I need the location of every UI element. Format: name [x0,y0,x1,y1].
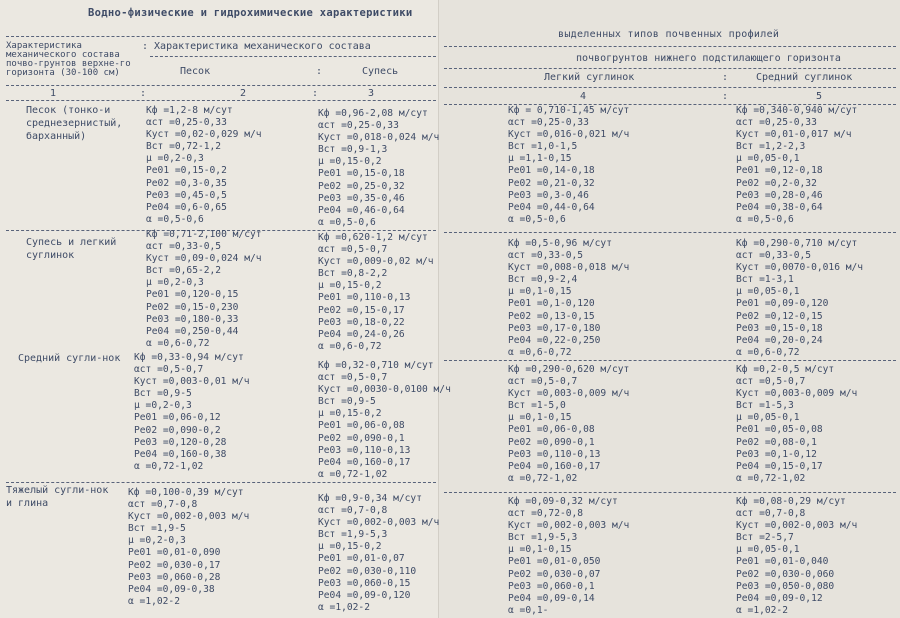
param-line: Pe03 =0,17-0,180 [508,322,601,334]
header-col3: Супесь [362,66,399,77]
param-line: αст =0,25-0,33 [146,117,227,129]
header-sep-right: : [722,72,729,83]
param-line: Pe04 =0,24-0,26 [318,328,405,340]
param-block-r3c2 [134,352,250,473]
param-line: Pe04 =0,160-0,17 [508,460,601,472]
header-col-group: : Характеристика механического состава [142,41,371,52]
param-line: Куст =0,003-0,009 м/ч [508,388,630,400]
param-line: αст =0,7-0,8 [318,505,388,517]
param-block-r1c2 [146,105,262,226]
param-line: Pe03 =0,050-0,080 [736,580,835,592]
param-line: Pe03 =0,15-0,18 [736,322,823,334]
param-block-r4c4 [508,496,629,617]
param-line: Pe01 =0,01-0,090 [128,547,221,559]
param-line: Куст =0,018-0,024 м/ч [318,132,440,144]
param-line: Кф =0,96-2,08 м/сут [318,108,428,119]
param-line: Вст =0,9-1,3 [318,144,388,156]
param-line: Pe02 =0,030-0,17 [128,559,221,571]
param-block-r2c3 [318,232,434,353]
param-line: Вст =0,9-5 [134,388,192,400]
param-line: Куст =0,002-0,003 м/ч [736,520,858,532]
param-line: α =0,6-0,72 [736,346,800,358]
param-line: Куст =0,008-0,018 м/ч [508,262,630,274]
param-line: Куст =0,09-0,024 м/ч [146,253,262,265]
param-line: Кф =0,340-0,940 м/сут [736,105,858,116]
param-line: Pe04 =0,46-0,64 [318,204,405,216]
param-line: Вст =2-5,7 [736,532,794,544]
param-line: αст =0,7-0,8 [736,508,806,520]
header-sep: : [316,66,323,77]
param-line: Pe03 =0,1-0,12 [736,448,817,460]
param-line: Pe02 =0,15-0,17 [318,304,405,316]
param-block-r3c4 [508,364,629,485]
param-line: Pe03 =0,110-0,13 [508,448,601,460]
param-line: Pe03 =0,18-0,22 [318,316,405,328]
param-line: Вст =1,9-5,3 [318,529,388,541]
row-rule-1-right [444,232,896,233]
param-line: Pe03 =0,28-0,46 [736,189,823,201]
param-line: Pe03 =0,060-0,1 [508,580,595,592]
param-line: Кф =0,71-2,100 м/сут [146,229,262,240]
colnum-bottom-rule-left [6,100,436,101]
row-label-sandy-loam: Супесь и легкий суглинок [26,237,117,261]
param-line: Pe02 =0,13-0,15 [508,310,595,322]
param-line: Кф =0,290-0,620 м/сут [508,364,630,375]
param-line: Pe02 =0,030-0,110 [318,565,417,577]
param-line: Вст =1-3,1 [736,274,794,286]
header-group-rule-left [150,56,436,57]
param-line: μ =0,05-0,1 [736,153,800,165]
row-label-sand: Песок (тонко-и среднезернистый, барханный) [26,105,123,142]
param-line: Кф =0,100-0,39 м/сут [128,487,244,498]
param-line: Вст =1,2-2,3 [736,141,806,153]
col-number-sep-1: : [140,88,147,99]
row-label-medium-loam: Средний сугли-нок [18,353,121,364]
param-line: Pe02 =0,030-0,060 [736,568,835,580]
param-line: Кф =0,32-0,710 м/сут [318,360,434,371]
colnum-top-rule-right [444,87,896,88]
col-number-3: 3 [368,88,375,99]
param-line: Pe03 =0,060-0,15 [318,577,411,589]
param-line: Вст =0,65-2,2 [146,265,222,277]
header-right-group: почвогрунтов нижнего подстилающего горизонта [576,53,841,64]
param-line: Pe02 =0,15-0,230 [146,301,239,313]
param-line: μ =0,15-0,2 [318,541,382,553]
param-line: α =0,6-0,72 [318,340,382,352]
param-line: αст =0,5-0,7 [134,364,204,376]
left-page-title: Водно-физические и гидрохимические характеристики [88,7,413,19]
param-line: Вст =0,9-2,4 [508,274,578,286]
param-line: μ =0,05-0,1 [736,286,800,298]
param-line: Pe04 =0,160-0,38 [134,448,227,460]
param-line: αст =0,7-0,8 [128,499,198,511]
param-block-r3c3 [318,360,451,481]
param-line: Pe01 =0,12-0,18 [736,165,823,177]
param-line: Pe04 =0,20-0,24 [736,334,823,346]
col-number-5: 5 [816,91,823,102]
param-line: αст =0,33-0,5 [736,250,812,262]
param-line: μ =0,1-0,15 [508,412,572,424]
param-line: α =0,1- [508,604,549,616]
param-line: αст =0,5-0,7 [736,376,806,388]
header-top-rule-right [444,46,896,47]
header-col1: Характеристика механического состава почво-грунтов верхне-го горизонта (30-100 см) [6,41,131,78]
param-line: Pe01 =0,06-0,12 [134,412,221,424]
param-line: Куст =0,0030-0,0100 м/ч [318,384,451,396]
param-line: Куст =0,016-0,021 м/ч [508,129,630,141]
param-line: Pe01 =0,15-0,18 [318,168,405,180]
param-line: Pe02 =0,12-0,15 [736,310,823,322]
param-line: Pe02 =0,25-0,32 [318,180,405,192]
param-line: Pe03 =0,060-0,28 [128,571,221,583]
param-line: Pe03 =0,45-0,5 [146,189,227,201]
param-line: Куст =0,0070-0,016 м/ч [736,262,864,274]
param-line: αст =0,5-0,7 [508,376,578,388]
param-line: α =0,5-0,6 [736,213,794,225]
param-line: Pe03 =0,35-0,46 [318,192,405,204]
param-line: Вст =1,9-5,3 [508,532,578,544]
param-line: Pe04 =0,09-0,38 [128,583,215,595]
param-line: Pe01 =0,01-0,07 [318,553,405,565]
param-line: μ =0,05-0,1 [736,412,800,424]
param-line: αст =0,33-0,5 [146,241,222,253]
col-number-sep-2: : [312,88,319,99]
row-rule-3-left [6,482,436,483]
param-line: α =0,6-0,72 [146,337,210,349]
param-line: Кф =0,620-1,2 м/сут [318,232,428,243]
param-line: Кф =0,33-0,94 м/сут [134,352,244,363]
param-line: μ =0,1-0,15 [508,286,572,298]
param-line: Pe01 =0,1-0,120 [508,298,595,310]
param-line: Pe04 =0,22-0,250 [508,334,601,346]
header-group-rule-right [444,68,896,69]
param-line: μ =0,05-0,1 [736,544,800,556]
row-rule-2-right [444,360,896,361]
param-block-r4c3 [318,493,439,614]
param-line: Кф =0,08-0,29 м/сут [736,496,846,507]
param-line: μ =0,15-0,2 [318,156,382,168]
right-page-title: выделенных типов почвенных профилей [558,29,780,40]
col-number-sep-3: : [722,91,729,102]
param-line: Куст =0,003-0,01 м/ч [134,376,250,388]
param-line: Pe01 =0,14-0,18 [508,165,595,177]
param-line: Pe01 =0,01-0,040 [736,556,829,568]
param-line: Куст =0,02-0,029 м/ч [146,129,262,141]
param-line: μ =0,15-0,2 [318,280,382,292]
param-line: αст =0,25-0,33 [318,120,399,132]
param-line: Pe01 =0,09-0,120 [736,298,829,310]
param-line: α =1,02-2 [128,595,180,607]
param-line: Pe01 =0,05-0,08 [736,424,823,436]
param-line: Pe04 =0,15-0,17 [736,460,823,472]
param-line: Pe02 =0,3-0,35 [146,177,227,189]
param-line: Pe04 =0,250-0,44 [146,325,239,337]
param-line: μ =0,2-0,3 [146,277,204,289]
param-line: Вст =0,9-5 [318,396,376,408]
param-line: α =0,72-1,02 [134,460,204,472]
param-line: Pe02 =0,21-0,32 [508,177,595,189]
param-line: αст =0,25-0,33 [508,117,589,129]
param-line: Pe02 =0,030-0,07 [508,568,601,580]
param-line: Pe04 =0,09-0,14 [508,592,595,604]
param-line: αст =0,5-0,7 [318,244,388,256]
param-line: α =0,5-0,6 [318,216,376,228]
col-number-1: 1 [50,88,57,99]
header-col4: Легкий суглинок [544,72,635,83]
param-line: Кф =0,290-0,710 м/сут [736,238,858,249]
param-block-r4c2 [128,487,249,608]
param-line: Pe01 =0,06-0,08 [508,424,595,436]
param-line: α =0,5-0,6 [146,213,204,225]
param-line: Кф =0,2-0,5 м/сут [736,364,835,375]
param-line: α =0,6-0,72 [508,346,572,358]
param-line: Pe01 =0,120-0,15 [146,289,239,301]
param-line: Pe02 =0,090-0,1 [508,436,595,448]
param-line: Pe03 =0,3-0,46 [508,189,589,201]
param-line: μ =0,2-0,3 [146,153,204,165]
param-line: Pe04 =0,160-0,17 [318,456,411,468]
param-block-r2c4 [508,238,629,359]
param-line: Вст =1,9-5 [128,523,186,535]
param-line: μ =0,2-0,3 [128,535,186,547]
param-line: Куст =0,01-0,017 м/ч [736,129,852,141]
param-line: Куст =0,002-0,003 м/ч [508,520,630,532]
param-block-r2c2 [146,229,262,350]
param-line: Pe03 =0,180-0,33 [146,313,239,325]
param-line: Pe01 =0,110-0,13 [318,292,411,304]
param-line: Кф =0,9-0,34 м/сут [318,493,422,504]
header-top-rule-left [6,36,436,37]
row-rule-3-right [444,492,896,493]
param-line: α =0,72-1,02 [736,472,806,484]
row-label-heavy-loam: Тяжелый сугли-нок и глина [6,485,109,509]
param-line: μ =0,15-0,2 [318,408,382,420]
param-line: Куст =0,003-0,009 м/ч [736,388,858,400]
param-line: Кф =1,2-8 м/сут [146,105,233,116]
param-line: Pe04 =0,09-0,120 [318,589,411,601]
param-line: Pe01 =0,15-0,2 [146,165,227,177]
param-line: α =0,72-1,02 [318,468,388,480]
param-line: Куст =0,002-0,003 м/ч [318,517,440,529]
param-line: Вст =0,8-2,2 [318,268,388,280]
param-line: μ =1,1-0,15 [508,153,572,165]
header-col2: Песок [180,66,211,77]
header-col5: Средний суглинок [756,72,853,83]
param-block-r4c5 [736,496,857,617]
param-line: αст =0,33-0,5 [508,250,584,262]
param-line: Pe04 =0,09-0,12 [736,592,823,604]
param-line: αст =0,72-0,8 [508,508,584,520]
param-line: Pe04 =0,38-0,64 [736,201,823,213]
param-line: μ =0,2-0,3 [134,400,192,412]
col-number-4: 4 [580,91,587,102]
param-line: Вст =1,0-1,5 [508,141,578,153]
param-block-r1c5 [736,105,857,226]
param-line: α =1,02-2 [318,601,370,613]
param-line: α =1,02-2 [736,604,788,616]
param-line: αст =0,5-0,7 [318,372,388,384]
param-line: μ =0,1-0,15 [508,544,572,556]
param-line: Pe03 =0,120-0,28 [134,436,227,448]
param-line: Pe01 =0,06-0,08 [318,420,405,432]
param-block-r2c5 [736,238,863,359]
param-line: Вст =0,72-1,2 [146,141,222,153]
param-line: Кф =0,09-0,32 м/сут [508,496,618,507]
param-line: α =0,5-0,6 [508,213,566,225]
param-line: Pe02 =0,090-0,2 [134,424,221,436]
colnum-top-rule-left [6,85,436,86]
param-line: Куст =0,002-0,003 м/ч [128,511,250,523]
param-block-r3c5 [736,364,857,485]
param-line: Кф = 0,710-1,45 м/сут [508,105,630,116]
param-line: Pe02 =0,090-0,1 [318,432,405,444]
param-line: Pe04 =0,44-0,64 [508,201,595,213]
param-line: Pe02 =0,08-0,1 [736,436,817,448]
param-line: Вст =1-5,3 [736,400,794,412]
param-line: Кф =0,5-0,96 м/сут [508,238,612,249]
param-line: Pe01 =0,01-0,050 [508,556,601,568]
param-block-r1c3 [318,108,439,229]
param-line: Вст =1-5,0 [508,400,566,412]
param-line: αст =0,25-0,33 [736,117,817,129]
col-number-2: 2 [240,88,247,99]
param-line: Pe04 =0,6-0,65 [146,201,227,213]
param-line: Pe02 =0,2-0,32 [736,177,817,189]
param-line: Pe03 =0,110-0,13 [318,444,411,456]
param-block-r1c4 [508,105,629,226]
param-line: α =0,72-1,02 [508,472,578,484]
param-line: Куст =0,009-0,02 м/ч [318,256,434,268]
